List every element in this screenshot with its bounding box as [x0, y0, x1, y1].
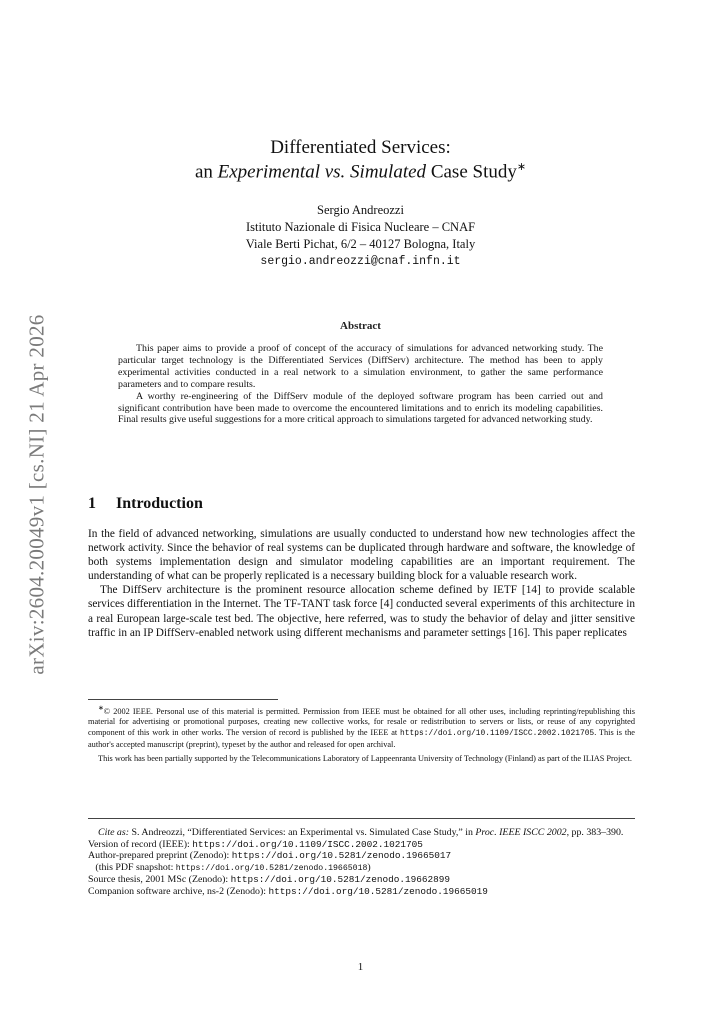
preprint-line [88, 850, 635, 874]
version-of-record-line [88, 839, 635, 851]
funding-footnote: This work has been partially supported by the Telecommunications Laboratory of Lappeenranta University of Technology (Finland) as part of the ILIAS Project. [98, 754, 632, 764]
cite-as-label: Cite as: [98, 827, 129, 838]
source-thesis-link[interactable]: https://doi.org/10.5281/zenodo.19662899 [230, 874, 451, 886]
software-archive-line [88, 886, 635, 898]
preprint-note: (this PDF snapshot: [88, 861, 176, 873]
title-line-2-suffix: Case Study [426, 161, 517, 183]
citation-divider [88, 818, 635, 819]
source-thesis-label: Source thesis, 2001 MSc (Zenodo): [88, 874, 231, 886]
version-of-record-label: Version of record (IEEE): [88, 838, 193, 850]
software-archive-link[interactable]: https://doi.org/10.5281/zenodo.19665019 [268, 885, 488, 897]
source-thesis-line [88, 874, 635, 886]
footnote-block [88, 704, 635, 765]
paper-title-line-2 [86, 160, 635, 183]
abstract-paragraph-2: A worthy re-engineering of the DiffServ module of the deployed software program has been carried out and significant contribution have been made to overcome the encountered limitations and to enrich its modeling capabilities. Final results give useful suggestions for a more critical approach to simulations targeted for advanced networking study. [118, 390, 603, 426]
introduction-paragraph-2: The DiffServ architecture is the prominent resource allocation scheme defined by IETF [14] to provide scalable services differentiation in the Internet. The TF-TANT task force [4] conducted several experiments of this architecture in a real European large-scale test bed. The objective, here referred, was to study the behavior of delay and jitter sensitive traffic in an IP DiffServ-enabled network using different mechanisms and parameter settings [16]. This paper replicates [88, 584, 635, 639]
version-of-record-link[interactable]: https://doi.org/10.1109/ISCC.2002.1021705 [192, 838, 423, 850]
section-number: 1 [88, 495, 96, 512]
cite-as-text: S. Andreozzi, “Differentiated Services: an Experimental vs. Simulated Case Study,” in [129, 827, 476, 838]
footnote-marker: ∗ [98, 705, 104, 712]
software-archive-label: Companion software archive, ns-2 (Zenodo): [88, 885, 269, 897]
copyright-doi-link[interactable]: https://doi.org/10.1109/ISCC.2002.1021705 [400, 728, 595, 738]
abstract-body [118, 343, 603, 426]
section-title: Introduction [116, 495, 203, 512]
paper-title-line-1: Differentiated Services: [270, 137, 451, 158]
preprint-link[interactable]: https://doi.org/10.5281/zenodo.19665017 [231, 850, 452, 862]
citation-block [88, 827, 635, 898]
arxiv-identifier-stamp [16, 298, 58, 690]
cite-as-line [88, 827, 635, 839]
author-address: Viale Berti Pichat, 6/2 – 40127 Bologna, Italy [245, 237, 476, 251]
title-line-2-emphasis: Experimental vs. Simulated [217, 161, 427, 183]
copyright-text-end: . This is the author's accepted manuscript (preprint), typeset by the author and released for open archival. [88, 727, 635, 749]
author-affiliation: Istituto Nazionale di Fisica Nucleare – CNAF [245, 220, 476, 234]
author-block [86, 202, 635, 270]
copyright-text: © 2002 IEEE. Personal use of this material is permitted. Permission from IEEE must be obtained for all other uses, including reprinting/republishing this material for advertising or promotional purposes, creating new collective works, for resale or redistribution to servers or lists, or reuse of any copyrighted component of this work in other works. The version of record is published by the IEEE at [88, 706, 635, 737]
title-line-2-prefix: an [194, 161, 218, 183]
abstract-heading: Abstract [340, 320, 381, 332]
introduction-body [88, 527, 635, 640]
arxiv-stamp-text: arXiv:2604.20049v1 [cs.NI] 21 Apr 2026 [24, 313, 49, 675]
author-name: Sergio Andreozzi [317, 203, 404, 217]
pdf-snapshot-link[interactable]: https://doi.org/10.5281/zenodo.19665018 [175, 863, 368, 873]
footnote-divider [88, 699, 278, 700]
abstract-paragraph-1: This paper aims to provide a proof of concept of the accuracy of simulations for advanced networking study. The particular target technology is the Differentiated Services (DiffServ) architecture. The method has been to apply experimental activities conducted in a real network to a simulation environment, to gather the same performance parameters and to compare results. [118, 343, 603, 390]
copyright-footnote [88, 704, 635, 750]
introduction-paragraph-1: In the field of advanced networking, simulations are usually conducted to understand how new technologies affect the network activity. Since the behavior of real systems can be duplicated through hardware and software, the knowledge of both systems implementation design and simulator modeling capabilities are an important requirement. The understanding of what can be properly replicated is a necessary building block for a valuable research work. [88, 528, 635, 583]
page-number: 1 [357, 961, 364, 973]
preprint-note-end: ) [367, 861, 371, 873]
author-email: sergio.andreozzi@cnaf.infn.it [260, 255, 461, 268]
section-heading-introduction [88, 495, 203, 513]
title-footnote-marker: ∗ [516, 161, 527, 173]
cite-as-venue: Proc. IEEE ISCC 2002 [475, 827, 567, 838]
preprint-label: Author-prepared preprint (Zenodo): [88, 850, 232, 862]
cite-as-pages: , pp. 383–390. [566, 827, 624, 838]
